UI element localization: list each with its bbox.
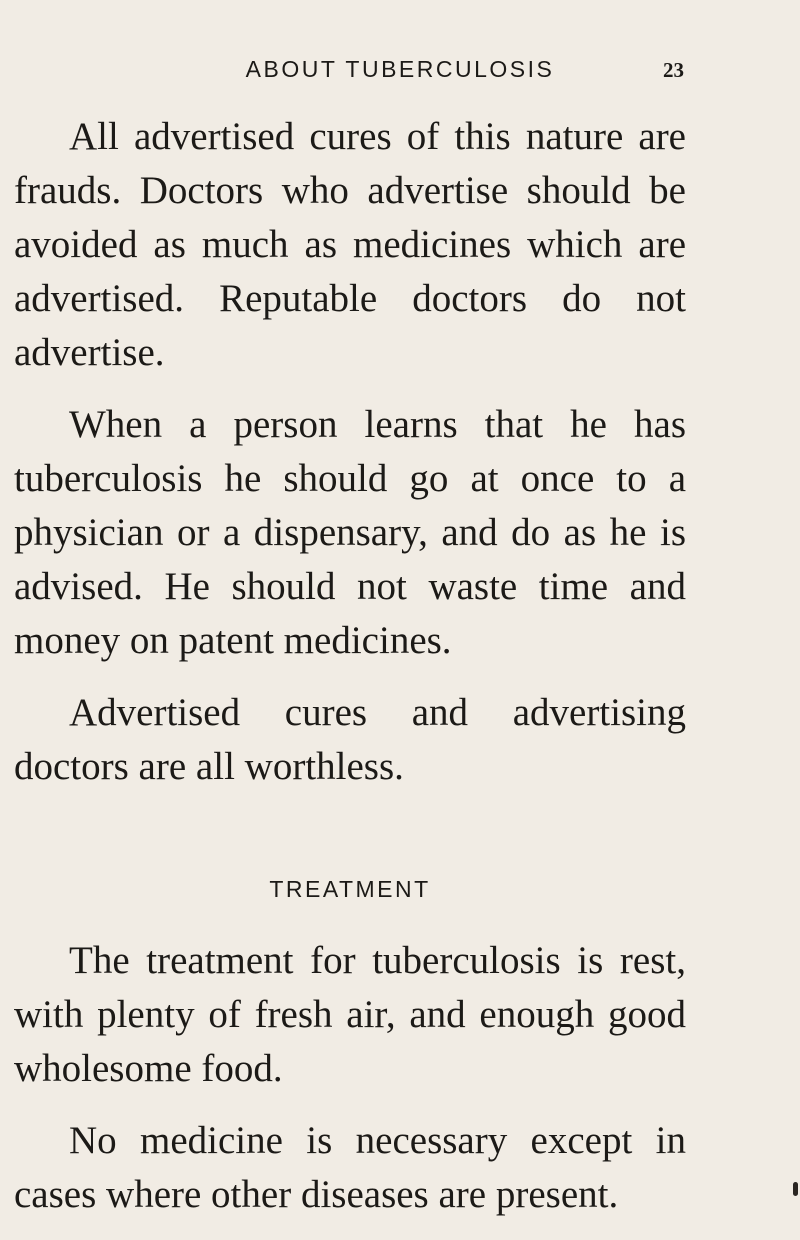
paragraph-treatment: The treatment for tuberculosis is rest, with plenty of fresh air, and enough good wholesome food. bbox=[14, 939, 686, 1090]
paragraph-advertised-cures: All advertised cures of this nature are frauds. Doctors who advertise should be avoided as much as medicines which are advertised. Reputable doctors do not advertise. bbox=[14, 115, 686, 374]
running-head bbox=[0, 56, 800, 92]
paragraph-no-medicine: No medicine is necessary except in cases where other diseases are present. bbox=[14, 1119, 686, 1216]
page-number: 23 bbox=[663, 58, 684, 82]
paragraph-see-physician: When a person learns that he has tuberculosis he should go at once to a physician or a dispensary, and do as he is advised. He should not waste time and money on patent medicines. bbox=[14, 403, 686, 662]
body-text bbox=[14, 110, 686, 1240]
running-title: ABOUT TUBERCULOSIS bbox=[245, 56, 555, 82]
section-heading-treatment: TREATMENT bbox=[269, 876, 431, 902]
ink-speck bbox=[793, 1182, 798, 1196]
paragraph-worthless: Advertised cures and advertising doctors are all worthless. bbox=[14, 691, 686, 788]
